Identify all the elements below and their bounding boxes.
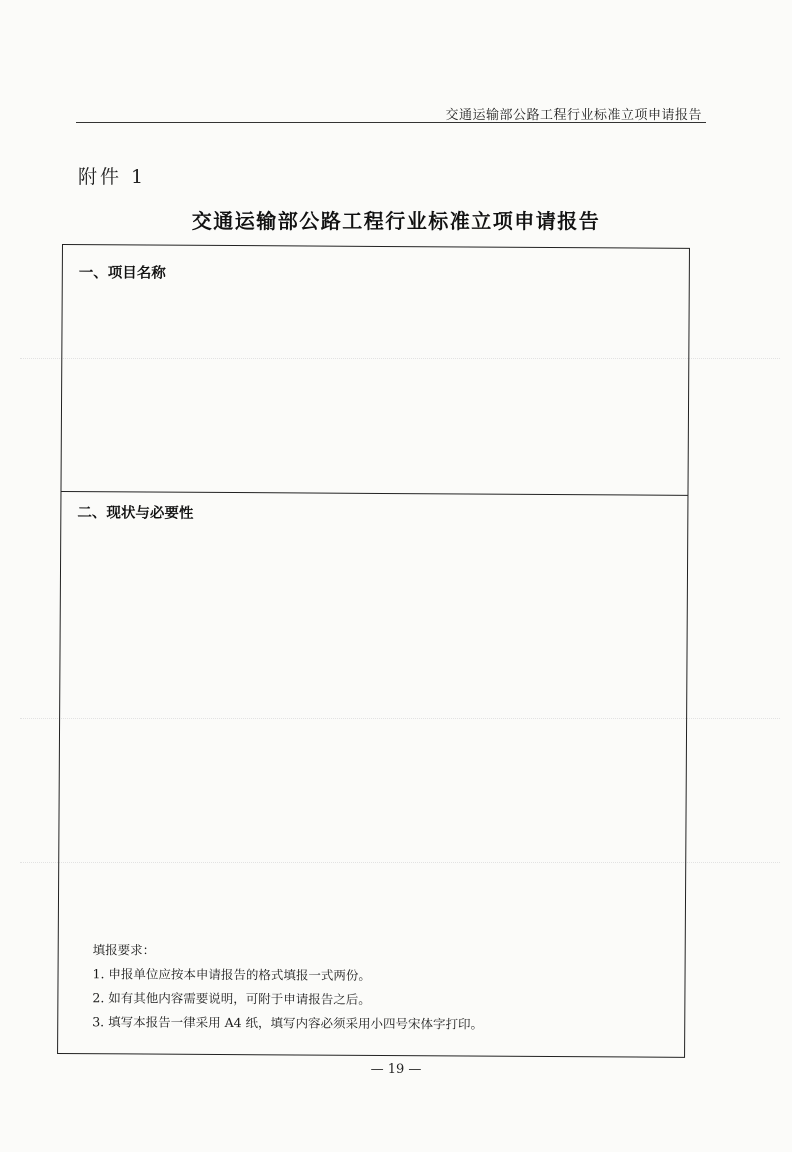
page-number: — 19 — xyxy=(370,1062,422,1077)
requirement-item: 2. 如有其他内容需要说明，可附于申请报告之后。 xyxy=(92,990,371,1007)
section-status-necessity-label: 二、现状与必要性 xyxy=(77,505,194,522)
attachment-label: 附件 1 xyxy=(78,166,147,188)
requirement-item: 1. 申报单位应按本申请报告的格式填报一式两份。 xyxy=(92,966,371,983)
filling-requirements xyxy=(92,938,483,1036)
page-title: 交通运输部公路工程行业标准立项申请报告 xyxy=(191,209,601,233)
application-form-box xyxy=(57,244,690,1058)
header-rule xyxy=(76,122,706,123)
section-project-name-label: 一、项目名称 xyxy=(78,265,166,282)
running-header: 交通运输部公路工程行业标准立项申请报告 xyxy=(445,108,702,123)
requirement-item: 3. 填写本报告一律采用 A4 纸，填写内容必须采用小四号宋体字打印。 xyxy=(92,1014,484,1032)
requirements-heading: 填报要求： xyxy=(92,942,156,958)
section-divider xyxy=(61,491,687,496)
